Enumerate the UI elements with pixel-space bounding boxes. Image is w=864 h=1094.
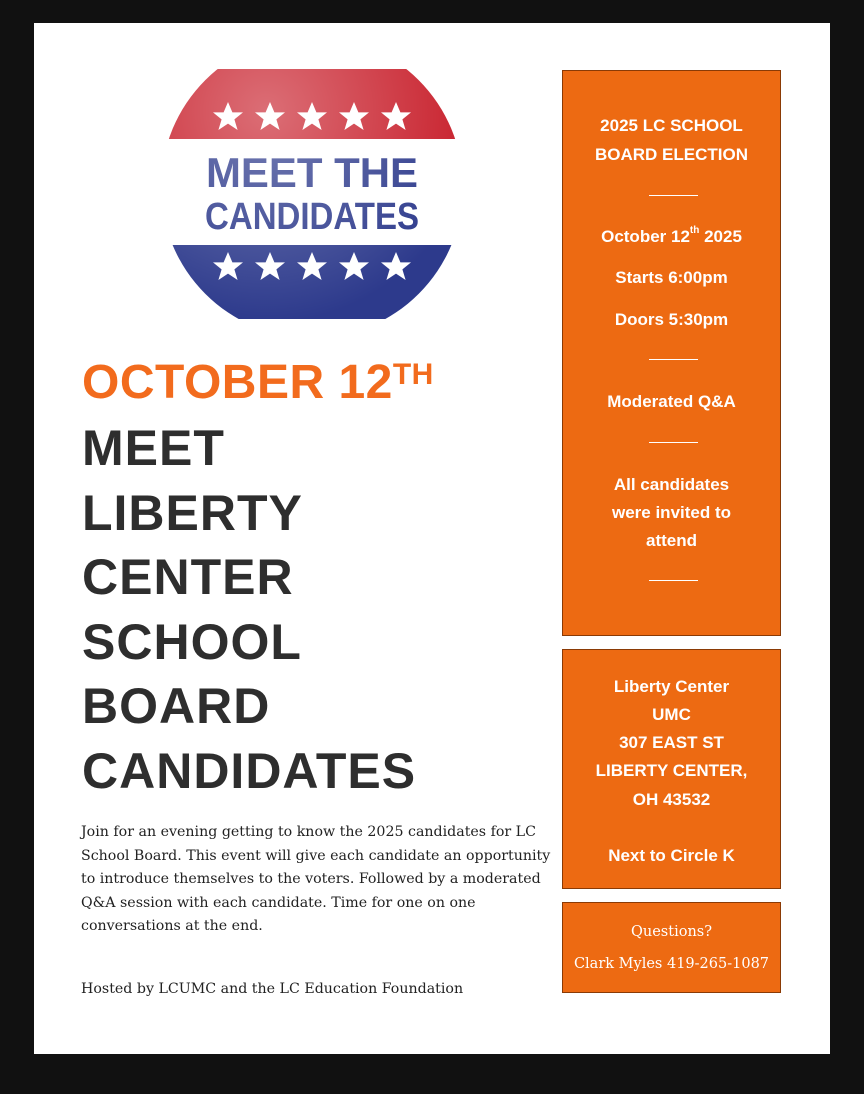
location-line2: UMC [652, 705, 691, 724]
meet-the-candidates-button-graphic [160, 69, 464, 319]
contact-box [562, 902, 781, 993]
sidebar-invite-line3: attend [646, 531, 697, 550]
title-line: MEET [82, 420, 225, 476]
heading-date-suffix: TH [392, 358, 434, 391]
event-description: Join for an evening getting to know the 2025 candidates for LC School Board. This event will give each candidate an opportunity to introduce themselves to the voters. Followed by a moderated Q&A session with each candidate. Time for one on one conversations at the end. [81, 824, 551, 935]
event-title [82, 416, 416, 804]
title-line: CANDIDATES [82, 742, 417, 799]
sidebar-invite-line1: All candidates [613, 475, 730, 494]
event-date-heading [82, 353, 434, 413]
heading-date-main: OCTOBER 12 [82, 356, 393, 409]
location-line5: OH 43532 [632, 790, 711, 809]
sidebar-start-time: Starts 6:00pm [615, 268, 728, 287]
divider [649, 580, 698, 581]
title-line: LIBERTY [82, 484, 303, 541]
divider [649, 195, 698, 196]
title-line: CENTER [82, 549, 294, 606]
sidebar-title-line1: 2025 LC SCHOOL [600, 116, 743, 135]
divider [649, 442, 698, 443]
location-box [562, 649, 781, 889]
location-line1: Liberty Center [613, 677, 730, 696]
location-landmark: Next to Circle K [608, 846, 735, 865]
title-line: BOARD [82, 678, 271, 735]
title-line: SCHOOL [82, 613, 302, 670]
sidebar-invite-line2: were invited to [611, 503, 732, 522]
sidebar-qa: Moderated Q&A [607, 392, 736, 411]
contact-label: Questions? [631, 924, 712, 940]
location-line3: 307 EAST ST [619, 733, 724, 752]
flyer-page [34, 23, 830, 1054]
sidebar-date: October 12th 2025 [601, 225, 742, 246]
sidebar-doors-time: Doors 5:30pm [614, 310, 729, 329]
location-line4: LIBERTY CENTER, [595, 761, 748, 780]
sidebar-title-line2: BOARD ELECTION [595, 145, 748, 164]
hosted-by: Hosted by LCUMC and the LC Education Foundation [81, 981, 464, 997]
contact-person: Clark Myles 419-265-1087 [573, 956, 770, 972]
event-details-box [562, 70, 781, 636]
divider [649, 359, 698, 360]
